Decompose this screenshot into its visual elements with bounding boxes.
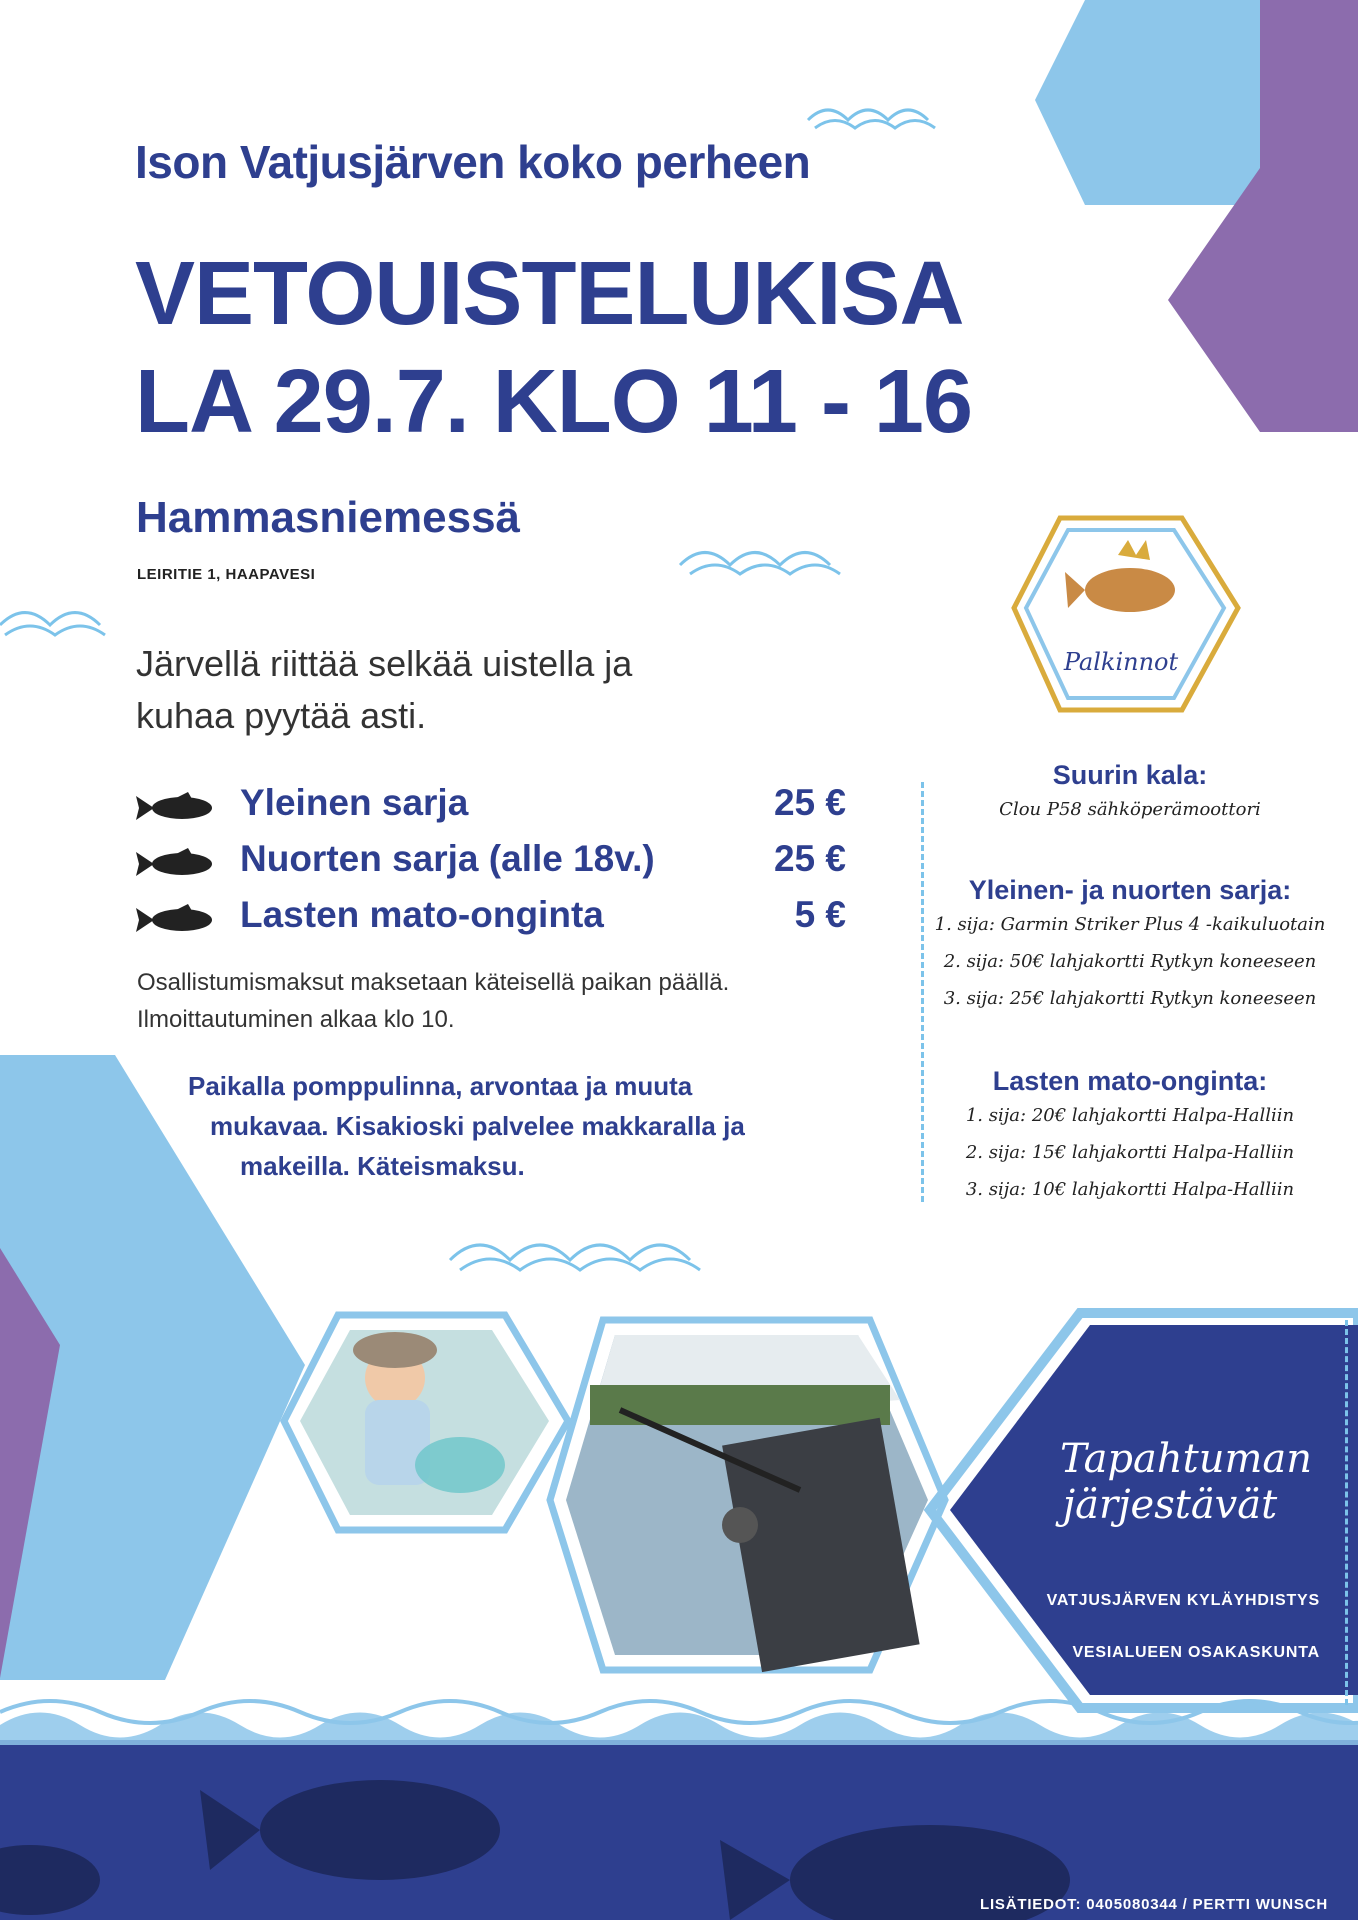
venue-name: Hammasniemessä [136,493,521,542]
series-price: 25 € [773,782,846,823]
series-item-youth [136,838,846,888]
prize-heading: Yleinen- ja nuorten sarja: [968,875,1292,905]
event-subtitle: Ison Vatjusjärven koko perheen [135,136,811,188]
lead-text-line1: Järvellä riittää selkää uistella ja [136,643,633,684]
prize-line: 2. sija: 15€ lahjakortti Halpa-Halliin [965,1142,1295,1163]
fish-icon [136,792,218,824]
fish-icon [136,904,218,936]
organizer-name: VATJUSJÄRVEN KYLÄYHDISTYS [1046,1592,1320,1609]
wave-ornament-top [808,110,935,128]
prize-group-biggest-fish [925,760,1335,828]
organizers-title-line2: järjestävät [1062,1482,1278,1528]
prizes-divider [921,782,924,1202]
extras-line2: mukavaa. Kisakioski palvelee makkaralla ja [210,1111,745,1141]
wave-ornament-mid [680,553,840,575]
wave-ornament-center [450,1245,700,1270]
fee-note-line2: Ilmoittautuminen alkaa klo 10. [137,1006,455,1033]
contact-info: LISÄTIEDOT: 0405080344 / PERTTI WUNSCH [980,1896,1328,1913]
prize-line: 2. sija: 50€ lahjakortti Rytkyn koneeseen [943,951,1317,972]
fish-silhouette-1 [260,1780,500,1880]
fee-note-line1: Osallistumismaksut maksetaan käteisellä paikan päällä. [137,969,730,996]
wave-bottom-1 [0,1713,1358,1746]
wave-ornament-left [0,613,105,636]
extras-line3: makeilla. Käteismaksu. [240,1151,525,1181]
fish-icon [136,848,218,880]
venue-address: LEIRITIE 1, HAAPAVESI [137,566,316,583]
lead-text [136,638,776,742]
prize-line: Clou P58 sähköperämoottori [999,799,1261,820]
photo-hexagon-child [284,1315,568,1530]
organizers-title [1060,1436,1313,1528]
organizer-name: VESIALUEEN OSAKASKUNTA [1072,1644,1320,1661]
prize-heading: Suurin kala: [1052,760,1208,790]
extras-text [188,1066,828,1186]
organizer-divider [1345,1320,1348,1705]
series-name: Lasten mato-onginta [240,894,604,935]
series-price: 5 € [794,894,846,935]
event-title-line1: VETOUISTELUKISA [135,244,964,344]
prize-heading: Lasten mato-onginta: [992,1066,1268,1096]
prize-line: 3. sija: 10€ lahjakortti Halpa-Halliin [965,1179,1295,1200]
series-name: Yleinen sarja [240,782,469,823]
prizes-badge [1014,518,1238,710]
lead-text-line2: kuhaa pyytää asti. [136,695,427,736]
organizers-title-line1: Tapahtuman [1060,1436,1313,1482]
series-item-kids [136,894,846,944]
fee-note [137,964,877,1038]
series-price: 25 € [773,838,846,879]
event-title-line2: LA 29.7. KLO 11 - 16 [135,352,973,452]
prize-group-general-youth [925,875,1335,1017]
series-item-general [136,782,846,832]
prize-line: 3. sija: 25€ lahjakortti Rytkyn koneeseen [943,988,1317,1009]
extras-line1: Paikalla pomppulinna, arvontaa ja muuta [188,1071,693,1101]
prizes-badge-label: Palkinnot [1063,648,1179,676]
prize-line: 1. sija: Garmin Striker Plus 4 -kaikuluotain [934,914,1326,935]
prize-line: 1. sija: 20€ lahjakortti Halpa-Halliin [965,1105,1295,1126]
photo-hexagon-fishing [550,1320,945,1672]
bottom-water-band [0,1740,1358,1920]
prize-group-kids [925,1066,1335,1208]
series-name: Nuorten sarja (alle 18v.) [240,838,655,879]
event-title [135,240,972,456]
